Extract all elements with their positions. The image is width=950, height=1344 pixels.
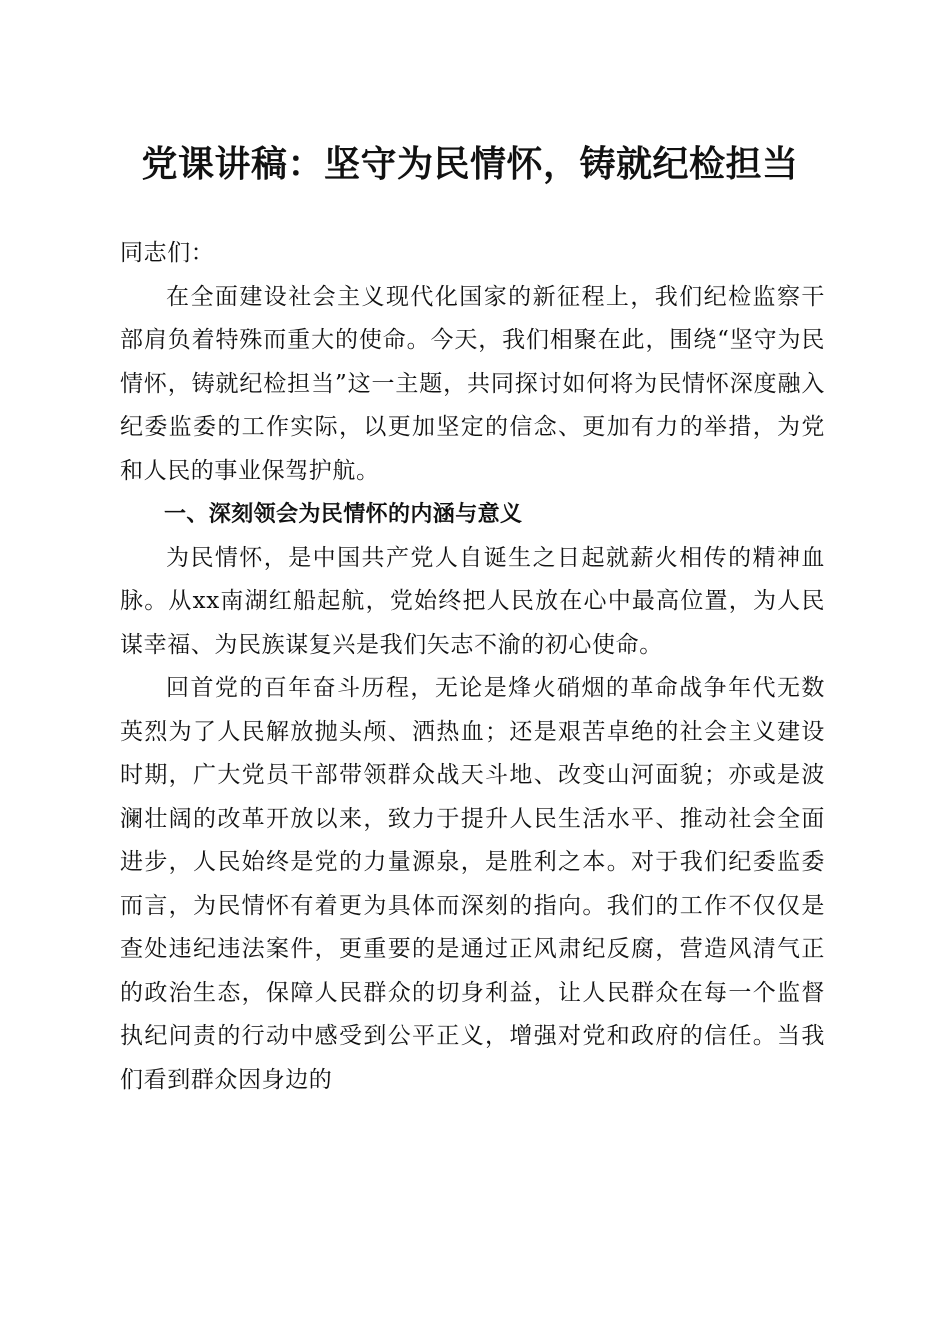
paragraph-history: 回首党的百年奋斗历程，无论是烽火硝烟的革命战争年代无数英烈为了人民解放抛头颅、洒热血；还是艰苦卓绝的社会主义建设时期，广大党员干部带领群众战天斗地、改变山河面貌；亦或是波澜壮阔的改革开放以来，致力于提升人民生活水平、推动社会全面进步，人民始终是党的力量源泉，是胜利之本。对于我们纪委监委而言，为民情怀有着更为具体而深刻的指向。我们的工作不仅仅是查处违纪违法案件，更重要的是通过正风肃纪反腐，营造风清气正的政治生态，保障人民群众的切身利益，让人民群众在每一个监督执纪问责的行动中感受到公平正义，增强对党和政府的信任。当我们看到群众因身边的 xyxy=(120,675,825,1093)
document-body xyxy=(120,232,825,1102)
salutation: 同志们： xyxy=(120,240,215,266)
section-heading: 一、深刻领会为民情怀的内涵与意义 xyxy=(164,502,523,527)
document-title: 党课讲稿：坚守为民情怀，铸就纪检担当 xyxy=(141,143,799,185)
paragraph-meaning: 为民情怀，是中国共产党人自诞生之日起就薪火相传的精神血脉。从xx南湖红船起航，党始终把人民放在心中最高位置，为人民谋幸福、为民族谋复兴是我们矢志不渝的初心使命。 xyxy=(120,544,825,658)
paragraph-intro: 在全面建设社会主义现代化国家的新征程上，我们纪检监察干部肩负着特殊而重大的使命。今天，我们相聚在此，围绕“坚守为民情怀，铸就纪检担当”这一主题，共同探讨如何将为民情怀深度融入纪委监委的工作实际，以更加坚定的信念、更加有力的举措，为党和人民的事业保驾护航。 xyxy=(120,283,825,484)
